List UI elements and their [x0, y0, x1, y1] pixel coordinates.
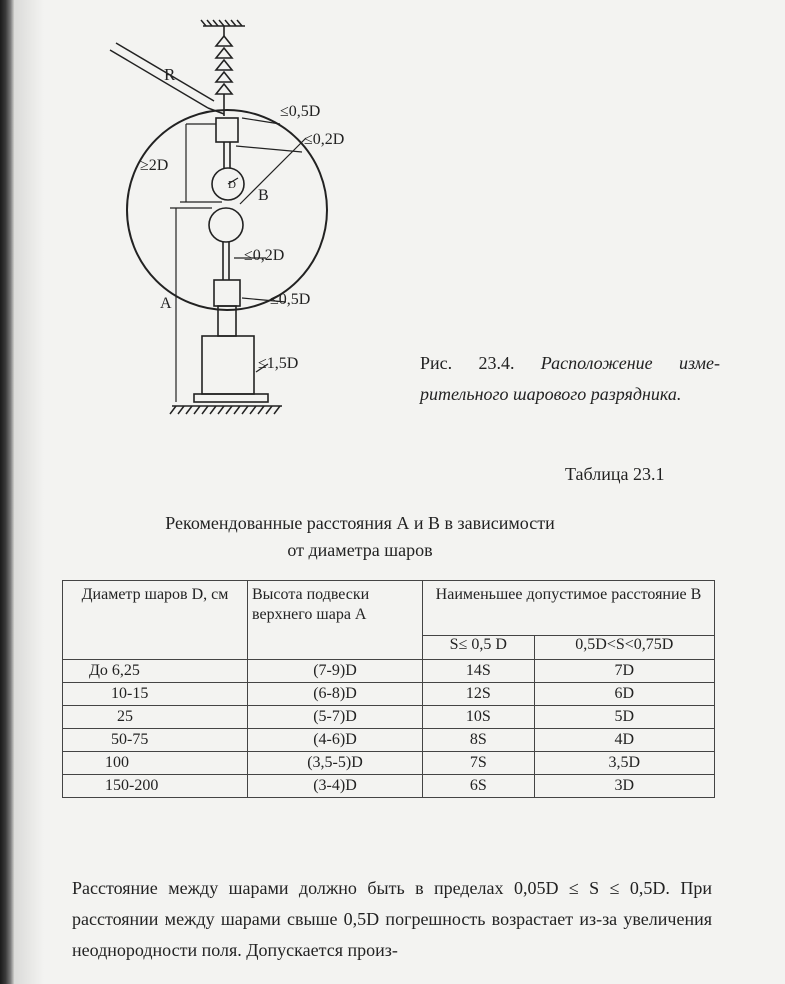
cell-b-large: 3D: [534, 775, 714, 798]
cell-height: (7-9)D: [248, 660, 423, 683]
header-sub-s-small: S≤ 0,5 D: [423, 636, 535, 660]
table-row: [63, 752, 715, 775]
cell-diameter: 10-15: [63, 683, 248, 706]
table-row: [63, 706, 715, 729]
cell-b-large: 7D: [534, 660, 714, 683]
header-diameter: Диаметр шаров D, см: [63, 581, 248, 660]
label-r: R: [164, 65, 176, 84]
cell-height: (5-7)D: [248, 706, 423, 729]
label-base: ≤1,5D: [258, 355, 299, 372]
cell-b-large: 5D: [534, 706, 714, 729]
figure-caption-text: Расположение изме-рительного шарового разрядника.: [420, 353, 721, 404]
table-row: [63, 683, 715, 706]
book-spine: [0, 0, 14, 984]
cell-diameter: 50-75: [63, 729, 248, 752]
cell-height: (3,5-5)D: [248, 752, 423, 775]
header-height: Высота подвески верхнего шара A: [248, 581, 423, 660]
cell-diameter: 25: [63, 706, 248, 729]
cell-b-large: 6D: [534, 683, 714, 706]
label-rod-upper: ≤0,2D: [304, 131, 345, 148]
label-a: A: [160, 295, 172, 312]
table-label: Таблица 23.1: [565, 464, 665, 484]
cell-b-large: 3,5D: [534, 752, 714, 775]
label-rod-lower: ≤0,2D: [244, 247, 285, 264]
cell-diameter: 150-200: [63, 775, 248, 798]
cell-b-small: 7S: [423, 752, 535, 775]
table-title-line2: от диаметра шаров: [287, 540, 433, 560]
figure-number: Рис. 23.4.: [420, 353, 515, 373]
label-gap-lower: ≤0,5D: [270, 291, 311, 308]
table-row: [63, 660, 715, 683]
ceiling-hatch: [201, 20, 245, 26]
header-sub-s-large: 0,5D<S<0,75D: [534, 636, 714, 660]
table-title: [120, 510, 600, 564]
label-b: B: [258, 187, 269, 204]
label-gap-top: ≤0,5D: [280, 103, 321, 120]
table-title-line1: Рекомендованные расстояния А и В в зависимости: [165, 513, 555, 533]
floor-hatch: [170, 406, 282, 414]
cell-b-small: 6S: [423, 775, 535, 798]
cell-height: (6-8)D: [248, 683, 423, 706]
cell-b-small: 14S: [423, 660, 535, 683]
insulator-string: [216, 26, 232, 116]
distance-table: [62, 580, 715, 798]
cell-height: (4-6)D: [248, 729, 423, 752]
table-row: [63, 775, 715, 798]
header-min-distance: Наименьшее допустимое расстояние B: [423, 581, 715, 636]
cell-b-large: 4D: [534, 729, 714, 752]
figure-caption: [420, 348, 720, 410]
cell-height: (3-4)D: [248, 775, 423, 798]
label-d-ball: D: [228, 179, 236, 191]
page-shadow: [14, 0, 44, 984]
cell-b-small: 12S: [423, 683, 535, 706]
label-two-d: ≥2D: [140, 157, 169, 174]
cell-diameter: 100: [63, 752, 248, 775]
sphere-gap-diagram: [90, 18, 380, 418]
cell-b-small: 8S: [423, 729, 535, 752]
table-row: [63, 729, 715, 752]
cell-b-small: 10S: [423, 706, 535, 729]
cell-diameter: До 6,25: [63, 660, 248, 683]
body-paragraph: Расстояние между шарами должно быть в пределах 0,05D ≤ S ≤ 0,5D. При расстоянии между шарами свыше 0,5D погрешность возрастает из-за увеличения неоднородности поля. Допускается произ-: [72, 878, 712, 960]
